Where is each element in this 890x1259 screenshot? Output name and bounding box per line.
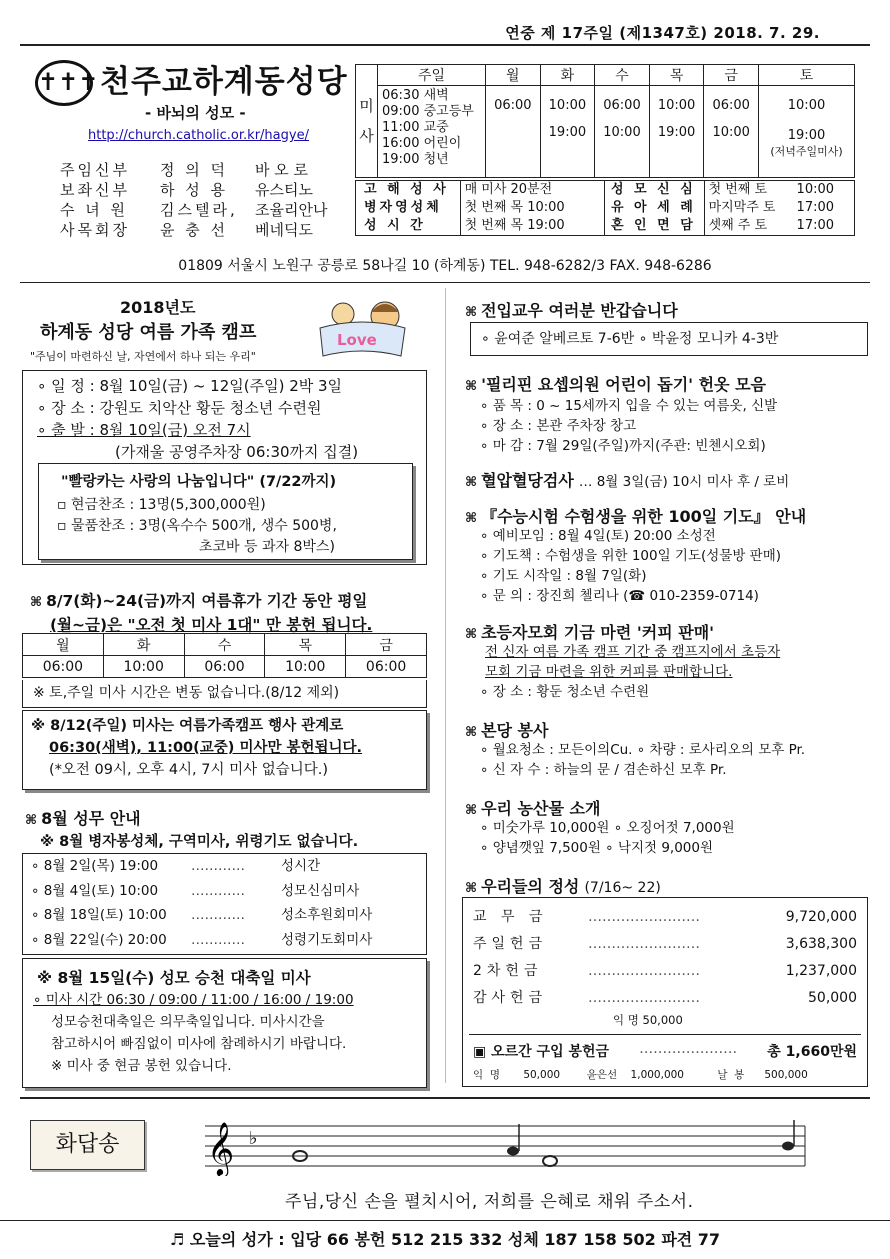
sacrament-row: 고 해 성 사 매 미사 20분전 성 모 신 심 첫 번째 토 10:00 <box>356 181 854 199</box>
camp-departure: ∘ 출 발 : 8월 10일(금) 오전 7시 <box>37 421 251 439</box>
staff-row <box>60 220 327 240</box>
staff-name: 하 성 용 <box>160 181 229 199</box>
clothes-drive-heading: ⌘ '필리핀 요셉의원 어린이 돕기' 헌옷 모음 <box>465 375 767 394</box>
bp-check-notice: ⌘ 혈압혈당검사 … 8월 3일(금) 10시 미사 후 / 로비 <box>465 471 790 490</box>
section-mark-icon: ⌘ <box>25 813 38 828</box>
list-item: ∘ 8월 4일(토) 10:00 ………… 성모신심미사 <box>31 882 360 899</box>
sacrament-row: 병자영성체 첫 번째 목 10:00 유 아 세 례 마지막주 토 17:00 <box>356 199 854 217</box>
mon-times: 06:00 <box>486 86 541 178</box>
staff-name: 윤 충 선 <box>160 221 229 239</box>
church-url-link[interactable]: http://church.catholic.or.kr/hagye/ <box>88 128 309 143</box>
camp-year: 2018년도 <box>120 298 196 317</box>
day-header: 목 <box>649 65 704 86</box>
camp-subtitle: "주님이 마련하신 날, 자연에서 하나 되는 우리" <box>30 350 256 363</box>
organ-donors: 익 명 50,000 윤은선 1,000,000 날 봉 500,000 <box>473 1069 808 1081</box>
anonymous-offering: 익 명 50,000 <box>613 1013 683 1027</box>
offering-row: 교 무 금 …………………… 9,720,000 <box>473 909 857 925</box>
list-item: ∘ 8월 18일(토) 10:00 ………… 성소후원회미사 <box>31 907 373 923</box>
todays-hymns: ♬ 오늘의 성가 : 입당 66 봉헌 512 215 332 성체 187 158 502 파견 77 <box>0 1220 890 1250</box>
camp-place: ∘ 장 소 : 강원도 치악산 황둔 청소년 수련원 <box>37 399 322 417</box>
section-mark-icon: ⌘ <box>465 627 478 642</box>
staff-role: 보좌신부 <box>60 181 130 199</box>
august-heading: ⌘ 8월 성무 안내 <box>25 809 141 828</box>
psalm-label: 화답송 <box>30 1120 145 1170</box>
coffee-sale-details: 전 신자 여름 가족 캠프 기간 중 캠프지에서 초등자 모회 기금 마련을 위한 커피를 판매합니다. ∘ 장 소 : 황둔 청소년 수련원 <box>480 644 781 700</box>
holiday-notice-box: ※ 8/12(주일) 미사는 여름가족캠프 행사 관계로 06:30(새벽), 11:00(교중) 미사만 봉헌됩니다. (*오전 09시, 오후 4시, 7시 미사 없습니다.) <box>22 710 427 790</box>
section-mark-icon: ⌘ <box>465 803 478 818</box>
newcomers-heading: ⌘ 전입교우 여러분 반갑습니다 <box>465 301 678 320</box>
staff-baptism: 조율리안나 <box>255 201 328 219</box>
church-address: 01809 서울시 노원구 공릉로 58나길 10 (하계동) TEL. 948-6282/3 FAX. 948-6286 <box>178 258 712 274</box>
wed-times: 06:00 10:00 <box>595 86 650 178</box>
farm-products-details: ∘ 미숫가루 10,000원 ∘ 오징어젓 7,000원 ∘ 양념깻잎 7,500원 ∘ 낙지젓 9,000원 <box>480 820 735 856</box>
offering-row: 2차헌금 …………………… 1,237,000 <box>473 963 857 979</box>
tue-times: 10:00 19:00 <box>540 86 595 178</box>
farm-products-heading: ⌘ 우리 농산물 소개 <box>465 799 601 818</box>
august-subnote: ※ 8월 병자봉성체, 구역미사, 위령기도 없습니다. <box>40 834 359 850</box>
camp-title: 하계동 성당 여름 가족 캠프 <box>40 322 257 343</box>
day-header: 월 <box>486 65 541 86</box>
offering-heading: ⌘ 우리들의 정성 (7/16~ 22) <box>465 877 661 896</box>
day-header: 수 <box>595 65 650 86</box>
staff-role: 주임신부 <box>60 161 130 179</box>
holiday-heading: ⌘ 8/7(화)~24(금)까지 여름휴가 기간 동안 평일 (월~금)은 "오전 첫 미사 1대" 만 봉헌 됩니다. <box>30 592 373 634</box>
section-mark-icon: ⌘ <box>465 379 478 394</box>
flat-icon: ♭ <box>249 1128 258 1149</box>
psalm-lyric: 주님,당신 손을 펼치시어, 저희를 은혜로 채워 주소서. <box>285 1192 694 1212</box>
mass-label: 미 사 <box>356 65 378 178</box>
staff-role: 사목회장 <box>60 221 130 239</box>
clothes-drive-details: ∘ 품 목 : 0 ~ 15세까지 입을 수 있는 여름옷, 신발 ∘ 장 소 : 본관 주차장 창고 ∘ 마 감 : 7월 29일(주일)까지(주관: 빈첸시오회) <box>480 398 778 454</box>
treble-clef-icon: 𝄞 <box>207 1121 235 1175</box>
staff-baptism: 베네딕도 <box>255 221 313 239</box>
camp-schedule: ∘ 일 정 : 8월 10일(금) ~ 12일(주일) 2박 3일 <box>37 377 343 395</box>
offering-row: 주일헌금 …………………… 3,638,300 <box>473 936 857 952</box>
thu-times: 10:00 19:00 <box>649 86 704 178</box>
section-mark-icon: ⌘ <box>30 595 43 610</box>
note-whole <box>543 1156 557 1166</box>
sat-times: 10:00 19:00 (저녁주일미사) <box>759 86 855 178</box>
staff-baptism: 유스티노 <box>255 181 313 199</box>
day-header: 금 <box>704 65 759 86</box>
column-divider <box>445 288 446 1083</box>
coffee-sale-heading: ⌘ 초등자모회 기금 마련 '커피 판매' <box>465 623 715 642</box>
love-text: Love <box>337 331 377 349</box>
section-mark-icon: ⌘ <box>465 725 478 740</box>
music-staff <box>205 1118 810 1176</box>
newcomers-box: ∘ 윤여준 알베르토 7-6반 ∘ 박윤정 모니카 4-3반 <box>470 322 868 356</box>
staff-row <box>60 200 327 220</box>
church-name: 천주교하계동성당 <box>100 64 348 100</box>
section-mark-icon: ⌘ <box>465 881 478 896</box>
footer-divider <box>20 1097 870 1099</box>
exam-prayer-details: ∘ 예비모임 : 8월 4일(토) 20:00 소성전 ∘ 기도책 : 수험생을 위한 100일 기도(성물방 판매) ∘ 기도 시작일 : 8월 7일(화) ∘ 문 의 : 장진희 첼리나 (☎ 010-2359-0714) <box>480 528 782 604</box>
august-events-list <box>22 853 427 955</box>
staff-row <box>60 180 327 200</box>
assumption-mass-box: ※ 8월 15일(수) 성모 승천 대축일 미사 ∘ 미사 시간 06:30 / 09:00 / 11:00 / 16:00 / 19:00 성모승천대축일은 의무축일입니다. 미사시간을 참고하시어 빠짐없이 미사에 참례하시기 바랍니다. ※ 미사 중 현금 봉헌 있습니다. <box>22 958 427 1088</box>
sunday-times: 06:30 새벽 09:00 중고등부 11:00 교중 16:00 어린이 19:00 청년 <box>378 86 486 178</box>
offering-table <box>462 897 868 1087</box>
exam-prayer-heading: ⌘ 『수능시험 수험생을 위한 100일 기도』 안내 <box>465 507 807 526</box>
note-quarter <box>507 1147 519 1156</box>
staff-baptism: 바 오 로 <box>255 161 309 179</box>
mass-schedule-table <box>355 64 855 178</box>
camp-gathering: (가재울 공영주차장 06:30까지 집결) <box>115 443 359 461</box>
section-divider <box>20 282 870 283</box>
top-divider <box>20 44 870 46</box>
day-header: 주일 <box>378 65 486 86</box>
section-mark-icon: ⌘ <box>465 511 478 526</box>
issue-info: 연중 제 17주일 (제1347호) 2018. 7. 29. <box>505 24 820 42</box>
organ-fund-row: ▣ 오르간 구입 봉헌금 ………………… 총 1,660만원 <box>469 1034 861 1061</box>
list-item: ∘ 8월 2일(목) 19:00 ………… 성시간 <box>31 858 321 874</box>
section-mark-icon: ⌘ <box>465 305 478 320</box>
note-quarter <box>782 1142 794 1151</box>
holiday-mass-table: 월 화 수 목 금 06:00 10:00 06:00 10:00 06:00 <box>22 633 427 678</box>
parish-service-heading: ⌘ 본당 봉사 <box>465 721 549 740</box>
staff-role: 수 녀 원 <box>60 201 129 219</box>
fri-times: 06:00 10:00 <box>704 86 759 178</box>
cash-donation: ▫ 현금찬조 : 13명(5,300,000원) <box>57 497 266 513</box>
section-mark-icon: ⌘ <box>465 475 478 490</box>
staff-name: 정 의 덕 <box>160 161 229 179</box>
day-header: 화 <box>540 65 595 86</box>
parish-service-details: ∘ 월요청소 : 모든이의Cu. ∘ 차량 : 로사리오의 모후 Pr. ∘ 신 자 수 : 하늘의 문 / 겸손하신 모후 Pr. <box>480 742 806 778</box>
staff-list <box>60 160 327 240</box>
offering-row: 감사헌금 …………………… 50,000 <box>473 990 857 1006</box>
list-item: ∘ 8월 22일(수) 20:00 ………… 성령기도회미사 <box>31 931 373 948</box>
holiday-note: ※ 토,주일 미사 시간은 변동 없습니다.(8/12 제외) <box>22 680 427 708</box>
love-illustration-icon <box>315 298 410 360</box>
patron-saint: - 바뇌의 성모 - <box>145 104 246 122</box>
goods-donation: ▫ 물품찬조 : 3명(옥수수 500개, 생수 500병, <box>57 518 337 534</box>
donation-title: "빨랑카는 사랑의 나눔입니다" (7/22까지) <box>61 474 337 490</box>
church-logo: ✝✝✝ <box>35 60 93 106</box>
staff-name: 김스텔라, <box>160 201 238 219</box>
goods-donation-cont: 초코바 등 과자 8박스) <box>199 539 335 555</box>
donation-box <box>38 463 413 560</box>
day-header: 토 <box>759 65 855 86</box>
sacrament-row: 성 시 간 첫 번째 목 19:00 혼 인 면 담 셋째 주 토 17:00 <box>356 217 854 235</box>
sacraments-table <box>355 180 855 236</box>
staff-row <box>60 160 327 180</box>
